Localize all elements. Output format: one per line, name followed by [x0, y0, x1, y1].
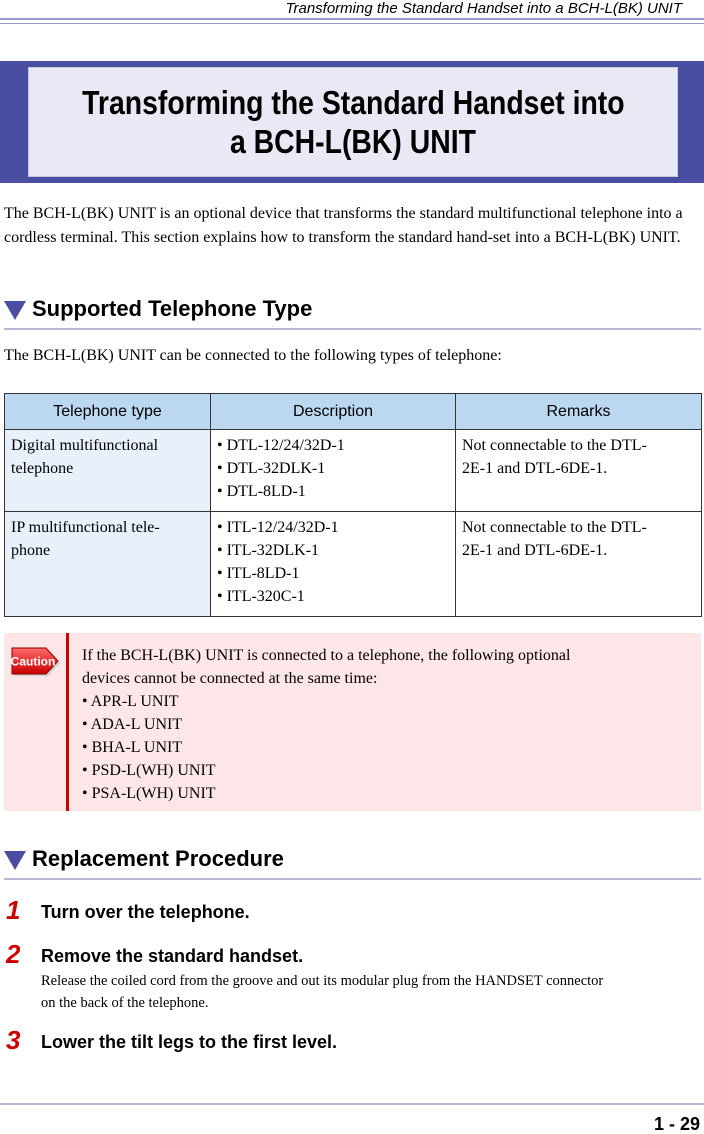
caution-icon-label: Caution	[10, 654, 56, 669]
header-rule	[0, 18, 704, 20]
footer-rule	[0, 1103, 704, 1105]
caution-item: • PSA-L(WH) UNIT	[82, 785, 216, 802]
model-item: • DTL-32DLK-1	[217, 460, 326, 477]
page-title	[28, 67, 678, 177]
caution-item: • PSD-L(WH) UNIT	[82, 762, 216, 779]
step-title: Remove the standard handset.	[41, 946, 304, 966]
table-row	[5, 430, 702, 512]
cell-telephone-type	[5, 430, 211, 512]
caution-item: • ADA-L UNIT	[82, 716, 183, 733]
column-header-type: Telephone type	[5, 394, 211, 430]
cell-text: phone	[11, 542, 51, 559]
cell-text: Not connectable to the DTL-	[462, 519, 647, 536]
cell-text: 2E-1 and DTL-6DE-1.	[462, 542, 608, 559]
table-lead-text: The BCH-L(BK) UNIT can be connected to the following types of telephone:	[4, 347, 502, 364]
cell-text: IP multifunctional tele-	[11, 519, 160, 536]
section-heading-text: Supported Telephone Type	[32, 296, 313, 321]
running-header: Transforming the Standard Handset into a BCH-L(BK) UNIT	[285, 0, 682, 17]
model-item: • ITL-320C-1	[217, 588, 305, 605]
step-body-line: Release the coiled cord from the groove and out its modular plug from the HANDSET connector	[41, 973, 604, 989]
caution-divider	[66, 633, 69, 811]
caution-icon	[10, 646, 62, 680]
cell-text: 2E-1 and DTL-6DE-1.	[462, 460, 608, 477]
column-header-description: Description	[211, 394, 456, 430]
section-heading-replacement	[4, 846, 701, 880]
cell-description	[211, 512, 456, 617]
header-rule-thin	[0, 23, 704, 24]
section-heading-supported	[4, 296, 701, 330]
step-title: Lower the tilt legs to the first level.	[41, 1032, 338, 1052]
cell-telephone-type	[5, 512, 211, 617]
page-number: 1 - 29	[653, 1114, 700, 1134]
step-body-line: on the back of the telephone.	[41, 995, 209, 1011]
model-item: • DTL-12/24/32D-1	[217, 437, 345, 454]
column-header-remarks: Remarks	[456, 394, 702, 430]
table-row	[5, 512, 702, 617]
telephone-type-table	[4, 393, 702, 617]
table-header-row	[5, 394, 702, 430]
caution-text	[82, 644, 682, 805]
triangle-bullet-icon	[4, 301, 26, 320]
cell-remarks	[456, 512, 702, 617]
triangle-bullet-icon	[4, 851, 26, 870]
model-item: • DTL-8LD-1	[217, 483, 306, 500]
step-number: 1	[6, 895, 21, 925]
cell-text: Digital multifunctional	[11, 437, 159, 454]
step-number: 3	[6, 1025, 21, 1055]
caution-line: If the BCH-L(BK) UNIT is connected to a telephone, the following optional	[82, 647, 571, 664]
cell-text: Not connectable to the DTL-	[462, 437, 647, 454]
step-title: Turn over the telephone.	[41, 902, 250, 922]
step-number: 2	[6, 939, 21, 969]
caution-item: • BHA-L UNIT	[82, 739, 183, 756]
cell-remarks	[456, 430, 702, 512]
model-item: • ITL-12/24/32D-1	[217, 519, 339, 536]
page-title-line2: a BCH-L(BK) UNIT	[230, 123, 476, 160]
page-title-line1: Transforming the Standard Handset into	[81, 84, 625, 121]
caution-item: • APR-L UNIT	[82, 693, 179, 710]
intro-paragraph: The BCH-L(BK) UNIT is an optional device that transforms the standard multifunctional telephone into a cordless terminal. This section explains how to transform the standard hand-set into a BCH-L(BK) UNIT.	[4, 205, 683, 246]
section-heading-text: Replacement Procedure	[32, 846, 284, 871]
cell-text: telephone	[11, 460, 74, 477]
caution-line: devices cannot be connected at the same time:	[82, 670, 378, 687]
cell-description	[211, 430, 456, 512]
model-item: • ITL-8LD-1	[217, 565, 300, 582]
model-item: • ITL-32DLK-1	[217, 542, 320, 559]
step-body	[41, 970, 701, 1014]
